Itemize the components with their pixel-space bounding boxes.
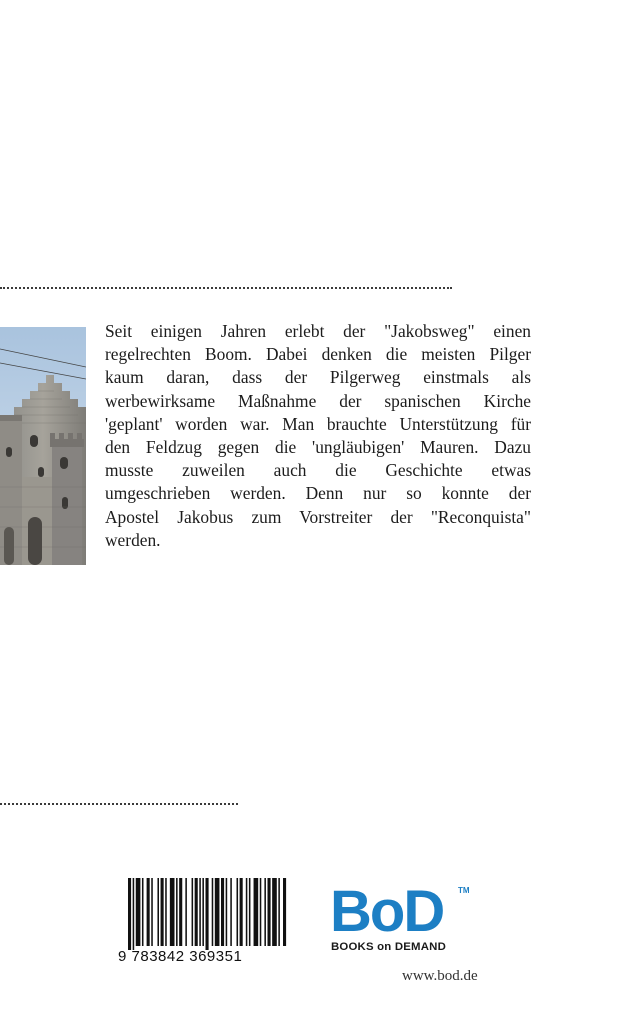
blurb-line: umgeschrieben werden. Denn nur so konnte der: [105, 483, 531, 504]
barcode-bar: [278, 878, 280, 946]
barcode-bar: [199, 878, 201, 946]
barcode-bar: [147, 878, 150, 946]
blurb-line: Apostel Jakobus zum Vorstreiter der "Reconquista": [105, 506, 531, 527]
dotted-rule-top: [0, 287, 452, 289]
bod-logo-mark: BoD: [330, 879, 444, 944]
barcode-bar: [202, 878, 204, 946]
barcode-bar: [254, 878, 259, 946]
blurb-line: werden.: [105, 529, 161, 550]
barcode-bar: [176, 878, 178, 946]
barcode-bar: [195, 878, 198, 946]
blurb-line: 'geplant' worden war. Man brauchte Unterstützung für: [105, 413, 531, 434]
blurb-line: werbewirksame Maßnahme der spanischen Kirche: [105, 390, 531, 411]
barcode-bar: [221, 878, 224, 946]
isbn-number: 9 783842 369351: [118, 948, 243, 965]
blurb-line: kaum daran, dass der Pilgerweg einstmals als: [105, 367, 531, 388]
blurb-line: Seit einigen Jahren erlebt der "Jakobsweg" einen: [105, 321, 531, 341]
barcode-bar: [246, 878, 248, 946]
barcode-bar: [179, 878, 182, 946]
back-cover-blurb: [105, 320, 531, 552]
barcode-bar: [215, 878, 220, 946]
barcode-bar: [185, 878, 187, 946]
barcode-bar: [206, 878, 209, 950]
barcode-bar: [165, 878, 167, 946]
barcode-bars: [118, 878, 290, 950]
barcode-bar: [249, 878, 251, 946]
barcode-bar: [240, 878, 243, 946]
blurb-line: regelrechten Boom. Dabei denken die meisten Pilger: [105, 344, 531, 365]
barcode-bar: [283, 878, 286, 946]
barcode-bar: [170, 878, 175, 946]
barcode-bar: [157, 878, 159, 946]
barcode-bar: [151, 878, 153, 946]
publisher-website: www.bod.de: [402, 968, 478, 984]
bod-logo: [330, 879, 470, 964]
barcode-bar: [272, 878, 277, 946]
barcode-bar: [161, 878, 164, 946]
castle-photo: [0, 327, 86, 565]
barcode-bar: [192, 878, 194, 946]
barcode-bar: [264, 878, 266, 946]
isbn-barcode: [118, 878, 290, 968]
barcode-bar: [136, 878, 141, 946]
bod-tagline: BOOKS on DEMAND: [331, 941, 447, 953]
dotted-rule-bottom: [0, 803, 238, 805]
barcode-bar: [142, 878, 144, 946]
barcode-bar: [268, 878, 271, 946]
trademark-symbol: TM: [458, 886, 470, 895]
barcode-bar: [226, 878, 228, 946]
barcode-bar: [212, 878, 214, 946]
barcode-bar: [133, 878, 135, 950]
barcode-bar: [128, 878, 131, 950]
blurb-line: musste zuweilen auch die Geschichte etwas: [105, 460, 531, 481]
barcode-bar: [230, 878, 232, 946]
blurb-line: den Feldzug gegen die 'ungläubigen' Mauren. Dazu: [105, 437, 531, 458]
barcode-bar: [237, 878, 239, 946]
barcode-bar: [260, 878, 262, 946]
